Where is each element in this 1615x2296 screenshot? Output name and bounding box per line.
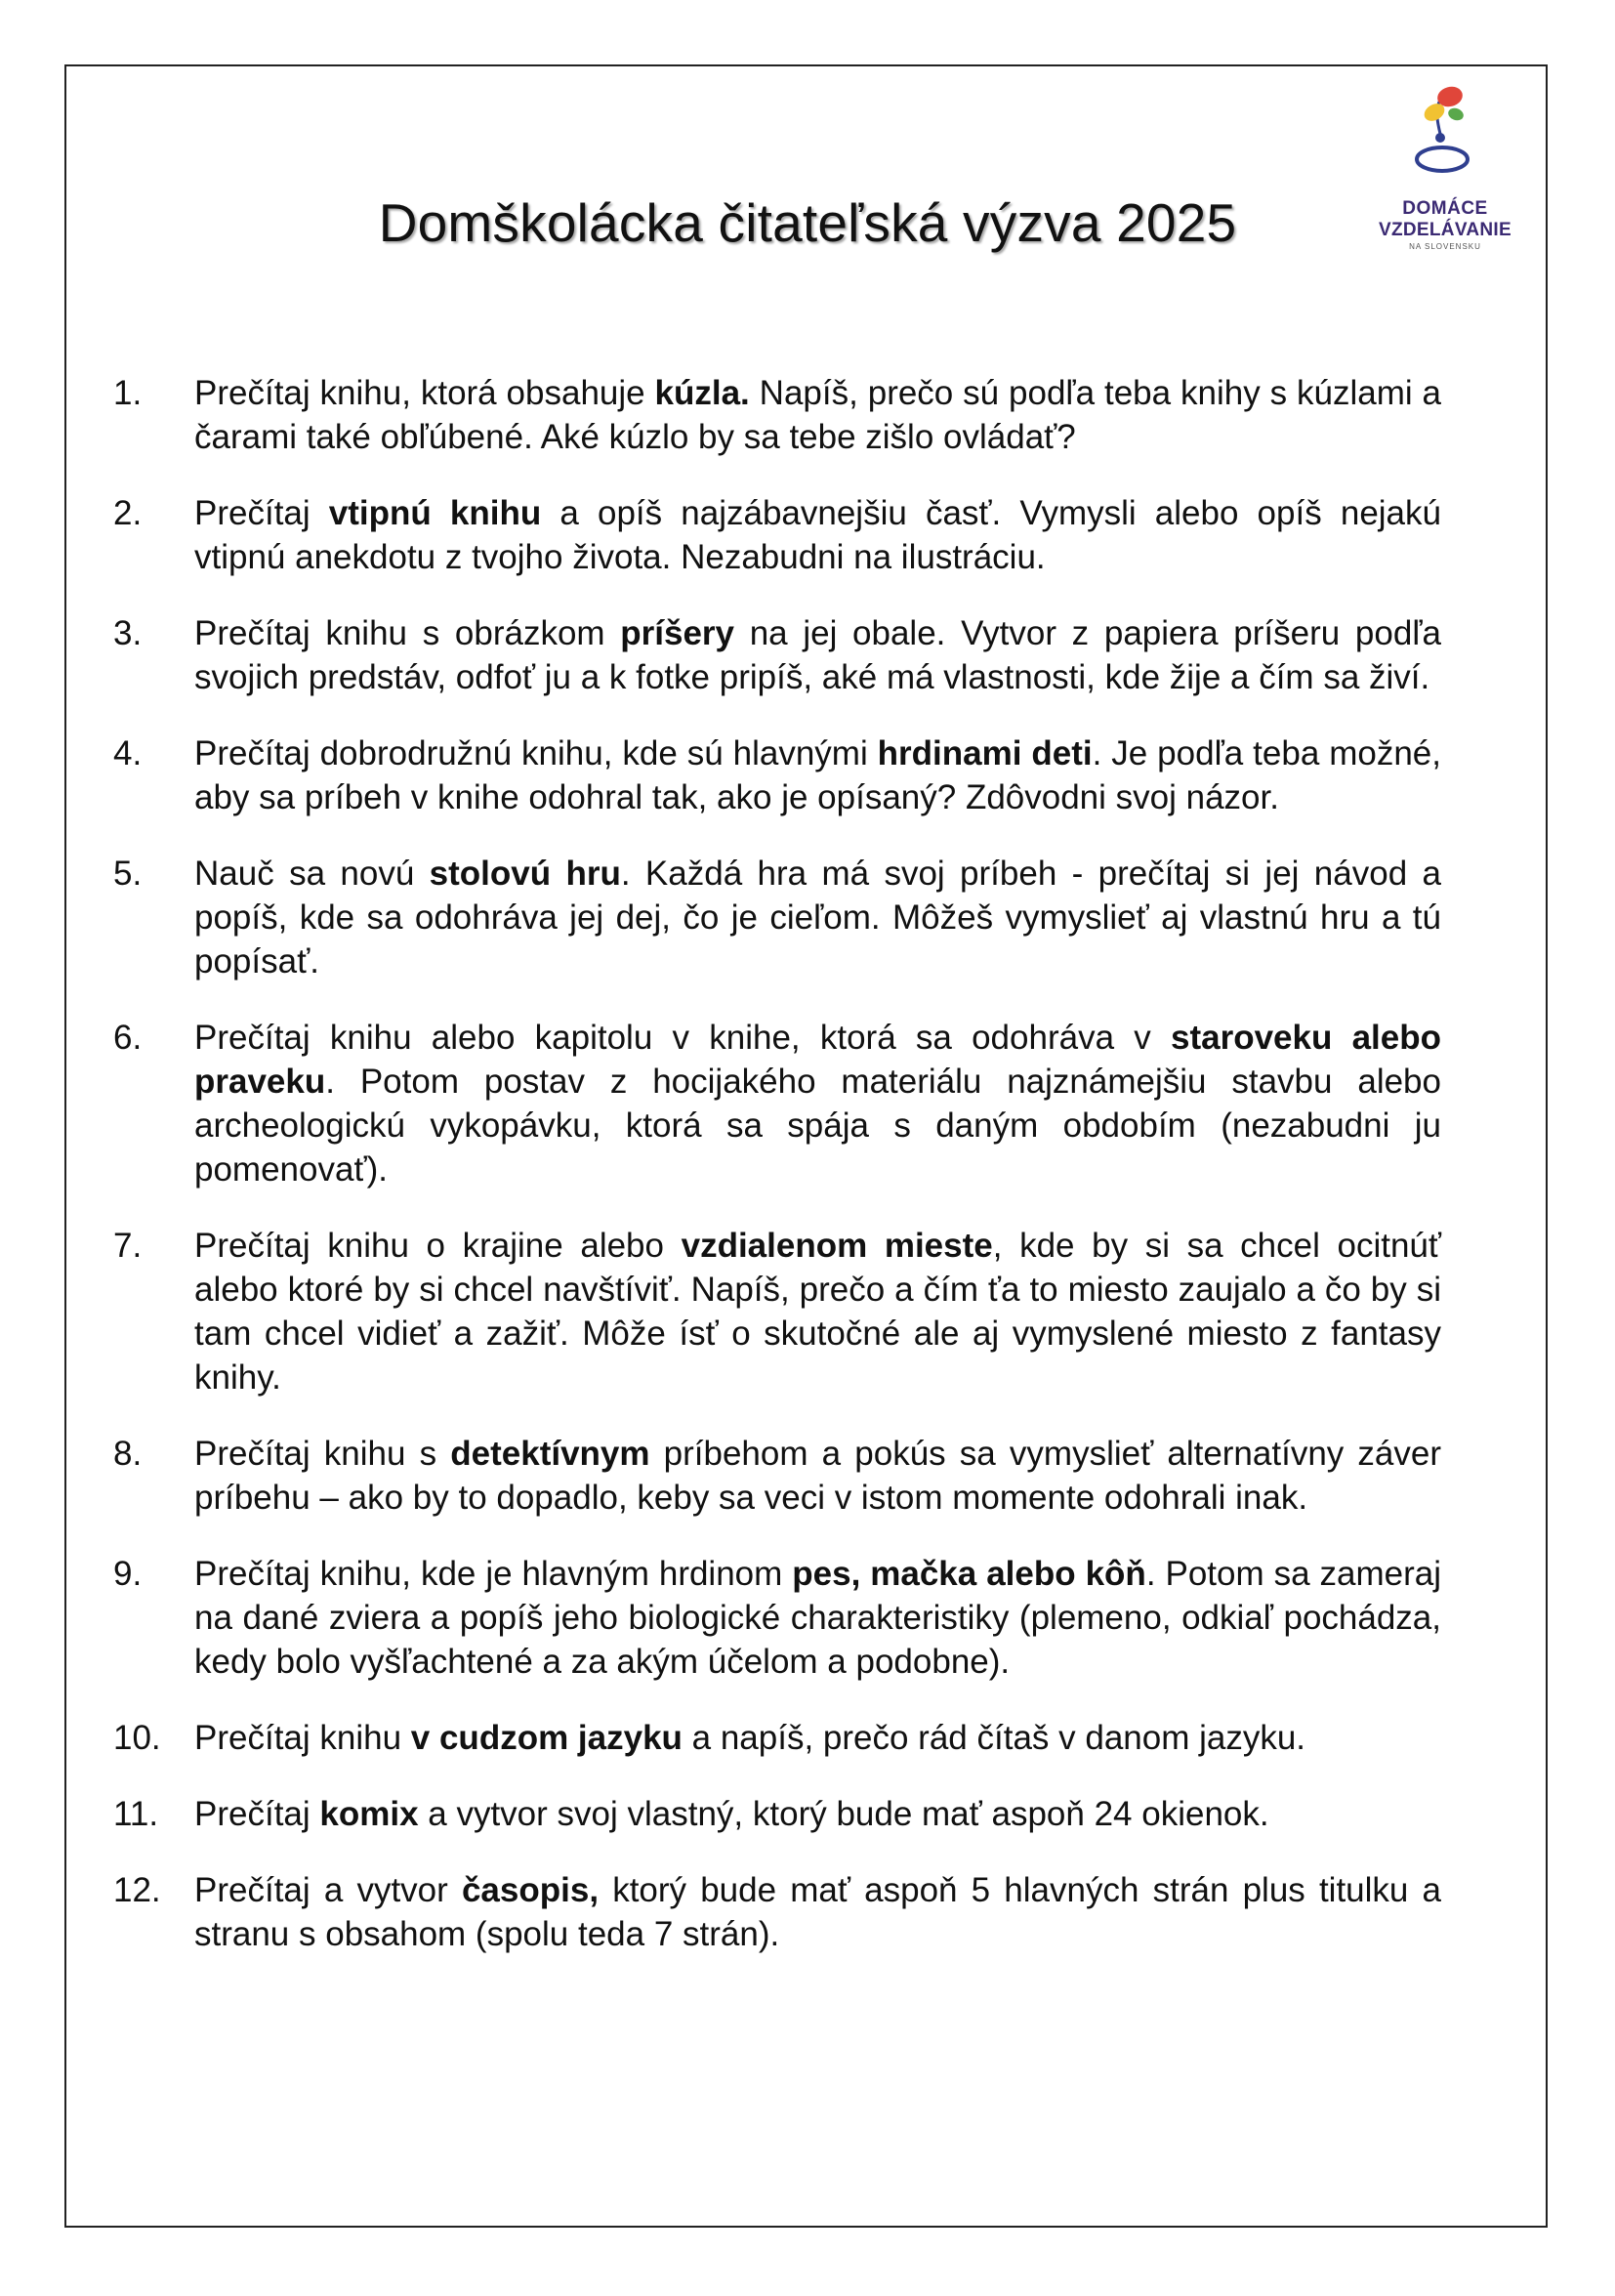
task-number: 7. <box>113 1227 143 1265</box>
task-text-part: . Je podľa teba možné, aby sa príbeh v knihe odohral tak, ako je opísaný? Zdôvodni svoj názor. <box>194 734 1441 816</box>
task-text-part: Prečítaj knihu, kde je hlavným hrdinom <box>194 1555 793 1593</box>
task-text-part: Prečítaj knihu alebo kapitolu v knihe, ktorá sa odohráva v <box>194 1019 1171 1057</box>
task-item <box>113 731 1441 819</box>
task-text <box>194 731 1441 819</box>
task-text <box>194 1716 1441 1760</box>
task-text-part: . Potom postav z hocijakého materiálu najznámejšiu stavbu alebo archeologickú vykopávku, ktorá sa spája s daným obdobím (nezabudni ju pomenovať). <box>194 1063 1441 1189</box>
task-text-part: a vytvor svoj vlastný, ktorý bude mať aspoň 24 okienok. <box>418 1795 1269 1833</box>
task-item <box>113 1868 1441 1956</box>
task-keyword: vzdialenom mieste <box>681 1227 993 1265</box>
task-number: 4. <box>113 734 143 772</box>
task-text-part: , kde by si sa chcel ocitnúť alebo ktoré by si chcel navštíviť. Napíš, prečo a čím ťa to miesto zaujalo a čo by si tam chcel vidieť a zažiť. Môže ísť o skutočné ale aj vymyslené miesto z fantasy knihy. <box>194 1227 1442 1397</box>
task-text <box>194 1432 1441 1520</box>
task-item <box>113 1224 1441 1399</box>
task-item <box>113 1552 1441 1684</box>
task-keyword: v cudzom jazyku <box>410 1719 683 1757</box>
task-text-part: . Potom sa zameraj na dané zviera a popíš jeho biologické charakteristiky (plemeno, odkiaľ pochádza, kedy bolo vyšľachtené a za akým účelom a podobne). <box>194 1555 1442 1681</box>
task-text-part: Prečítaj <box>194 494 329 532</box>
task-text-part: Prečítaj <box>194 1795 320 1833</box>
task-keyword: vtipnú knihu <box>328 494 542 532</box>
logo <box>1362 83 1528 259</box>
task-number: 2. <box>113 494 143 532</box>
task-number: 5. <box>113 855 143 893</box>
task-keyword: príšery <box>620 614 735 652</box>
task-text-part: Prečítaj a vytvor <box>194 1871 462 1909</box>
task-text-part: Prečítaj knihu, ktorá obsahuje <box>194 374 655 412</box>
task-text <box>194 852 1441 983</box>
task-item <box>113 1432 1441 1520</box>
task-text <box>194 491 1441 579</box>
task-item <box>113 371 1441 459</box>
task-number: 12. <box>113 1871 161 1909</box>
task-text-part: a napíš, prečo rád čítaš v danom jazyku. <box>682 1719 1306 1757</box>
task-text-part: Prečítaj knihu s obrázkom <box>194 614 621 652</box>
task-text-part: a opíš najzábavnejšiu časť. Vymysli alebo opíš nejakú vtipnú anekdotu z tvojho života. Nezabudni na ilustráciu. <box>194 494 1441 576</box>
task-text <box>194 611 1441 699</box>
logo-line-2: VZDELÁVANIE <box>1379 220 1511 240</box>
task-text-part: Prečítaj knihu <box>194 1719 411 1757</box>
task-keyword: hrdinami deti <box>877 734 1093 772</box>
task-text-part: Prečítaj knihu o krajine alebo <box>194 1227 682 1265</box>
task-text-part: Prečítaj knihu s <box>194 1435 451 1473</box>
task-keyword: kúzla. <box>654 374 750 412</box>
task-keyword: detektívnym <box>450 1435 650 1473</box>
task-keyword: komix <box>319 1795 419 1833</box>
task-item <box>113 1716 1441 1760</box>
task-item <box>113 611 1441 699</box>
task-list <box>113 371 1441 1988</box>
task-item <box>113 1792 1441 1836</box>
task-text-part: . Každá hra má svoj príbeh - prečítaj si jej návod a popíš, kde sa odohráva jej dej, čo je cieľom. Môžeš vymyslieť aj vlastnú hru a tú popísať. <box>194 855 1441 981</box>
logo-line-1: DOMÁCE <box>1402 198 1488 219</box>
task-text-part: ktorý bude mať aspoň 5 hlavných strán plus titulku a stranu s obsahom (spolu teda 7 strán). <box>194 1871 1442 1953</box>
task-number: 11. <box>113 1795 159 1833</box>
logo-icon <box>1407 83 1485 181</box>
task-item <box>113 1016 1441 1191</box>
task-text-part: príbehom a pokús sa vymyslieť alternatívny záver príbehu – ako by to dopadlo, keby sa veci v istom momente odohrali inak. <box>194 1435 1442 1517</box>
task-keyword: stolovú hru <box>429 855 621 893</box>
logo-line-3: NA SLOVENSKU <box>1409 242 1481 251</box>
task-number: 3. <box>113 614 143 652</box>
task-text-part: Napíš, prečo sú podľa teba knihy s kúzlami a čarami také obľúbené. Aké kúzlo by sa tebe zišlo ovládať? <box>194 374 1441 456</box>
task-text <box>194 1868 1441 1956</box>
task-number: 8. <box>113 1435 143 1473</box>
task-text <box>194 1016 1441 1191</box>
task-text <box>194 1224 1441 1399</box>
task-text <box>194 1552 1441 1684</box>
page-title: Domškolácka čitateľská výzva 2025 <box>378 192 1237 253</box>
task-keyword: pes, mačka alebo kôň <box>792 1555 1146 1593</box>
task-text <box>194 1792 1441 1836</box>
task-number: 9. <box>113 1555 143 1593</box>
task-item <box>113 491 1441 579</box>
task-keyword: časopis, <box>461 1871 600 1909</box>
task-number: 6. <box>113 1019 143 1057</box>
task-number: 1. <box>113 374 143 412</box>
task-text-part: Nauč sa novú <box>194 855 430 893</box>
task-item <box>113 852 1441 983</box>
task-text <box>194 371 1441 459</box>
task-number: 10. <box>113 1719 161 1757</box>
task-text-part: Prečítaj dobrodružnú knihu, kde sú hlavnými <box>194 734 878 772</box>
task-text-part: na jej obale. Vytvor z papiera príšeru podľa svojich predstáv, odfoť ju a k fotke pripíš, aké má vlastnosti, kde žije a čím sa živí. <box>194 614 1441 696</box>
task-keyword: staroveku alebo praveku <box>194 1019 1442 1101</box>
